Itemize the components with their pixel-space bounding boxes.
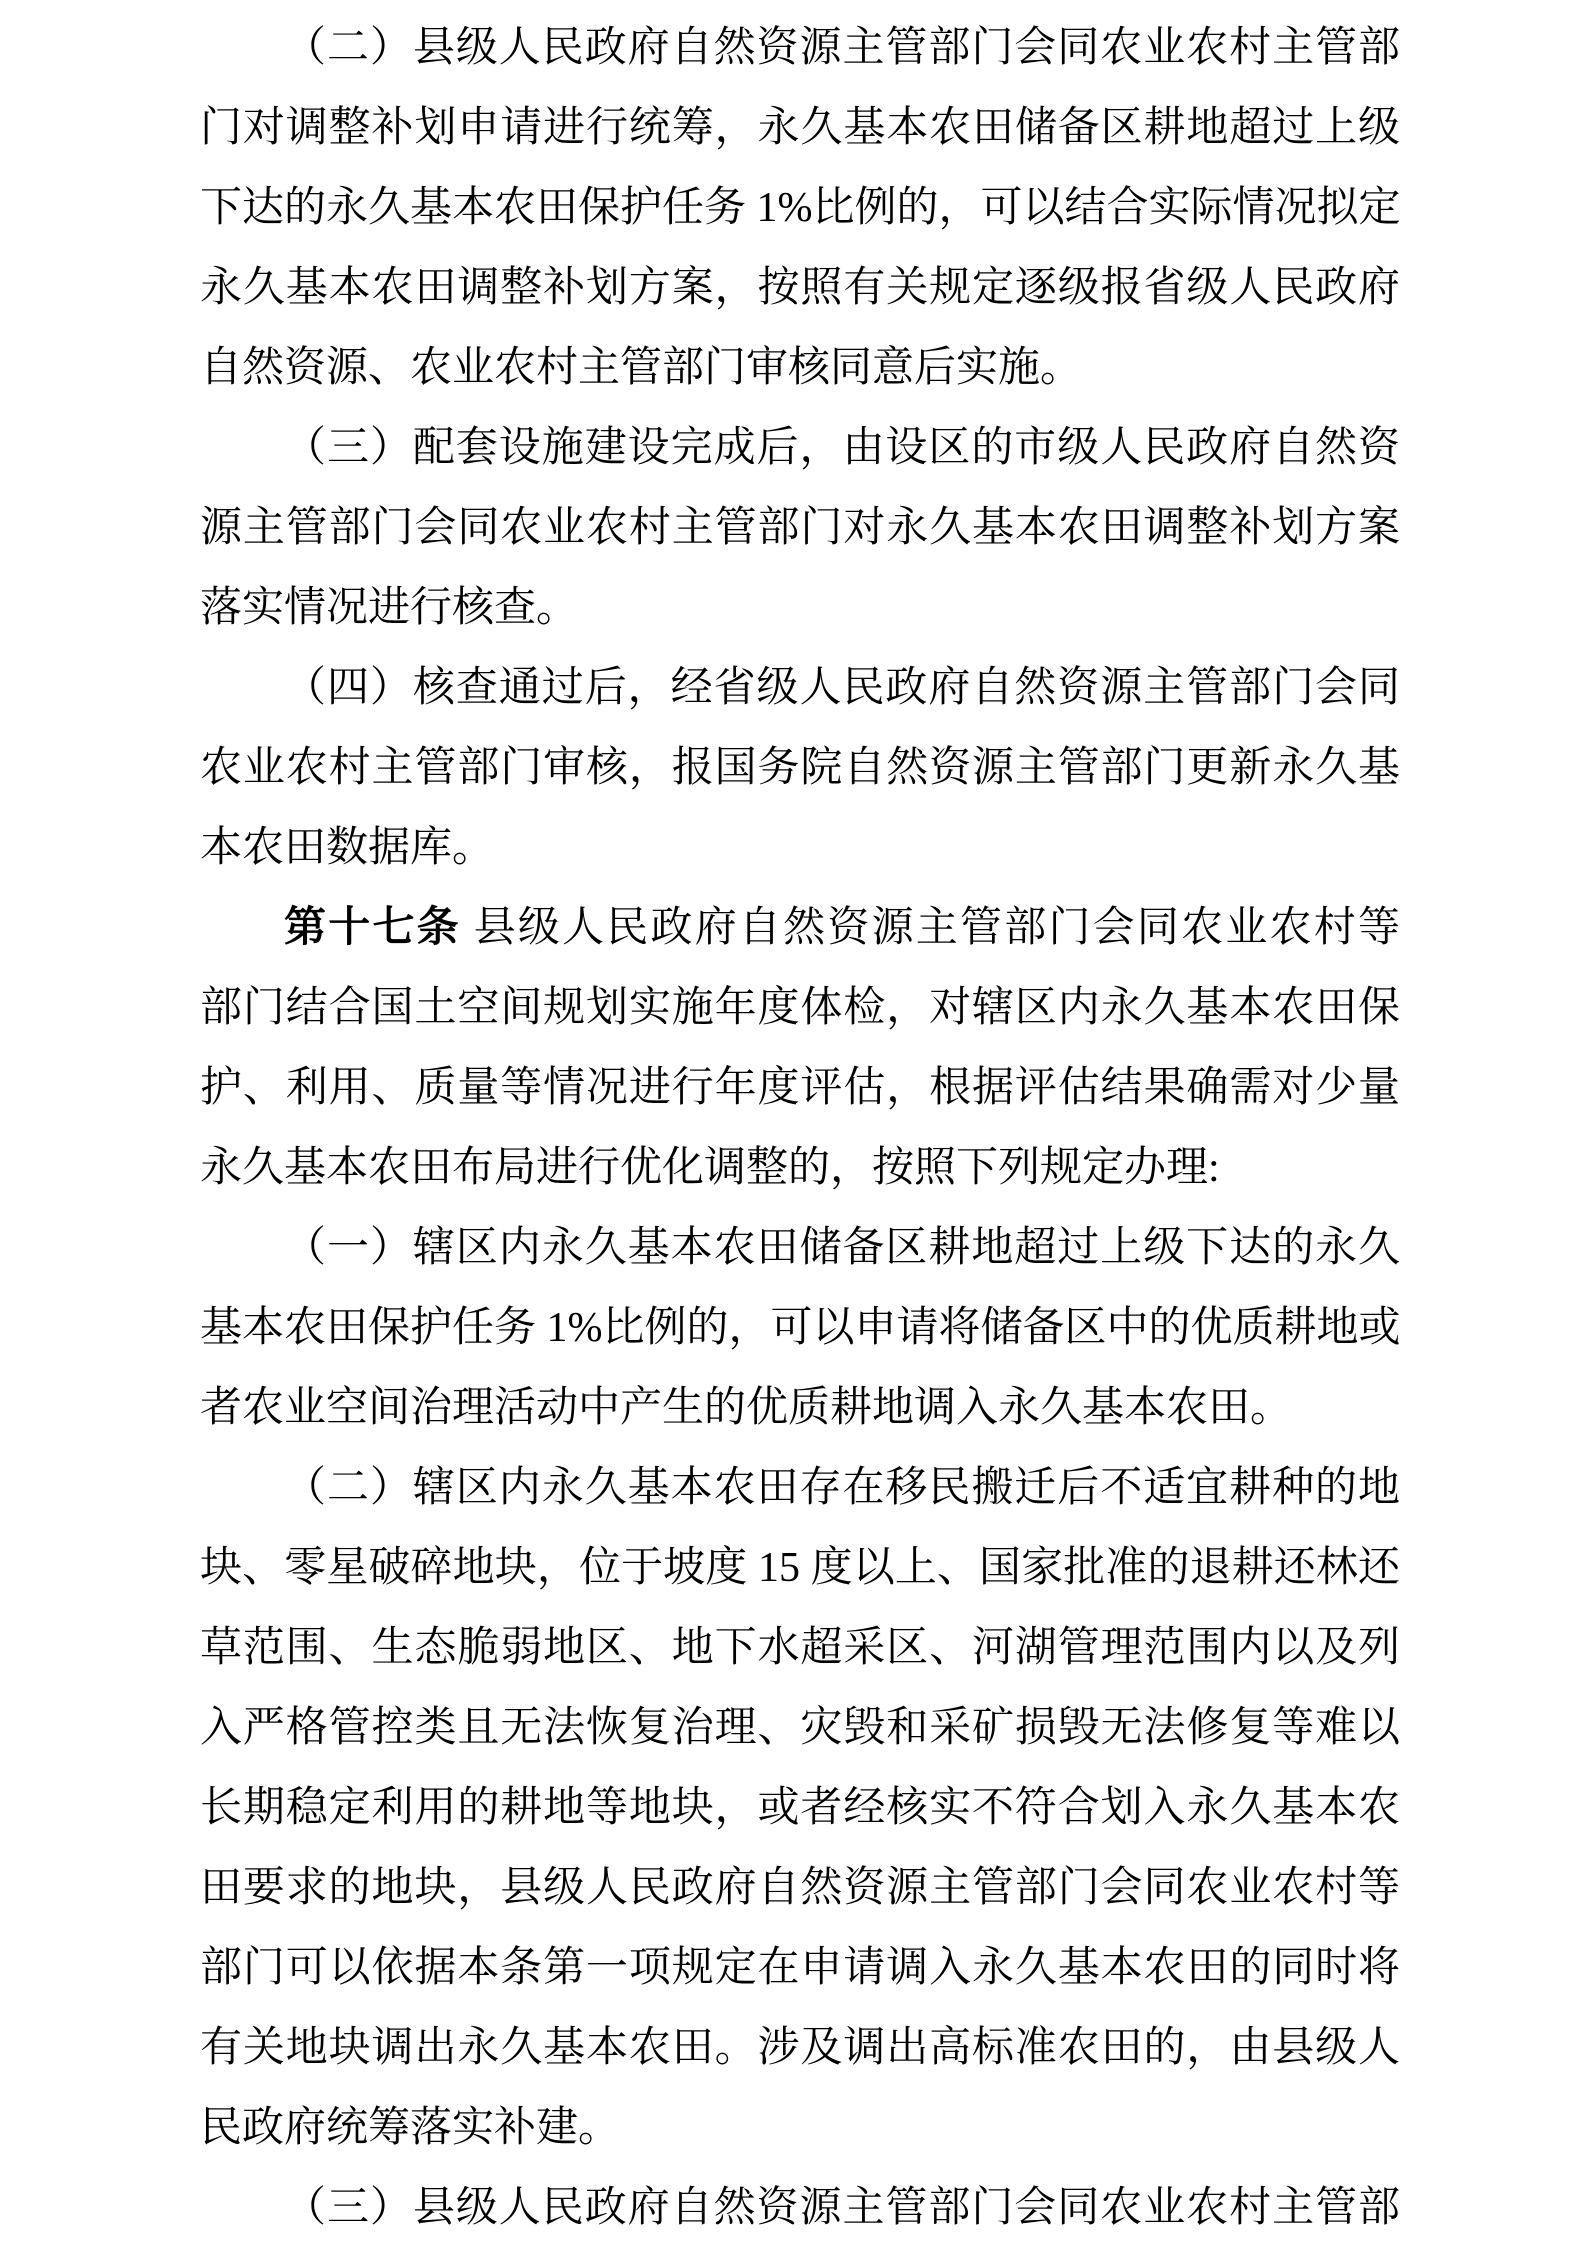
text-line: 草范围、生态脆弱地区、地下水超采区、河湖管理范围内以及列 [200,1625,1400,1671]
text-line: （三）县级人民政府自然资源主管部门会同农业农村主管部 [284,2185,1400,2231]
text-line: 部门可以依据本条第一项规定在申请调入永久基本农田的同时将 [200,1945,1400,1991]
text-line: 民政府统筹落实补建。 [200,2105,621,2151]
text-line [200,888,1400,968]
text-line: 者农业空间治理活动中产生的优质耕地调入永久基本农田。 [200,1385,1293,1431]
text-line: 田要求的地块，县级人民政府自然资源主管部门会同农业农村等 [200,1865,1400,1911]
text-line: （二）县级人民政府自然资源主管部门会同农业农村主管部 [284,25,1400,71]
text-line: 永久基本农田布局进行优化调整的，按照下列规定办理: [200,1145,1220,1191]
text-line: （四）核查通过后，经省级人民政府自然资源主管部门会同 [284,665,1400,711]
text-line: 部门结合国土空间规划实施年度体检，对辖区内永久基本农田保 [200,985,1400,1031]
text-line: 下达的永久基本农田保护任务 1%比例的，可以结合实际情况拟定 [200,185,1401,231]
text-line: 块、零星破碎地块，位于坡度 15 度以上、国家批准的退耕还林还 [200,1545,1400,1591]
text-line: 护、利用、质量等情况进行年度评估，根据评估结果确需对少量 [200,1065,1400,1111]
text-line: 门对调整补划申请进行统筹，永久基本农田储备区耕地超过上级 [200,105,1400,151]
body-text [200,8,1400,2245]
text-line: （三）配套设施建设完成后，由设区的市级人民政府自然资 [284,425,1400,471]
article-lead-text: 县级人民政府自然资源主管部门会同农业农村等 [460,905,1400,951]
text-line: 自然资源、农业农村主管部门审核同意后实施。 [200,345,1083,391]
text-line: 长期稳定利用的耕地等地块，或者经核实不符合划入永久基本农 [200,1785,1400,1831]
text-line: 农业农村主管部门审核，报国务院自然资源主管部门更新永久基 [200,745,1400,791]
text-line: 永久基本农田调整补划方案，按照有关规定逐级报省级人民政府 [200,265,1400,311]
text-line: 本农田数据库。 [200,825,495,871]
text-line: （二）辖区内永久基本农田存在移民搬迁后不适宜耕种的地 [284,1465,1400,1511]
text-line: 源主管部门会同农业农村主管部门对永久基本农田调整补划方案 [200,505,1400,551]
text-line: 落实情况进行核查。 [200,585,579,631]
text-line: 基本农田保护任务 1%比例的，可以申请将储备区中的优质耕地或 [200,1305,1401,1351]
text-line: （一）辖区内永久基本农田储备区耕地超过上级下达的永久 [284,1225,1400,1271]
article-number-bold: 第十七条 [284,905,461,951]
text-line: 入严格管控类且无法恢复治理、灾毁和采矿损毁无法修复等难以 [200,1705,1400,1751]
text-line: 有关地块调出永久基本农田。涉及调出高标准农田的，由县级人 [200,2025,1400,2071]
